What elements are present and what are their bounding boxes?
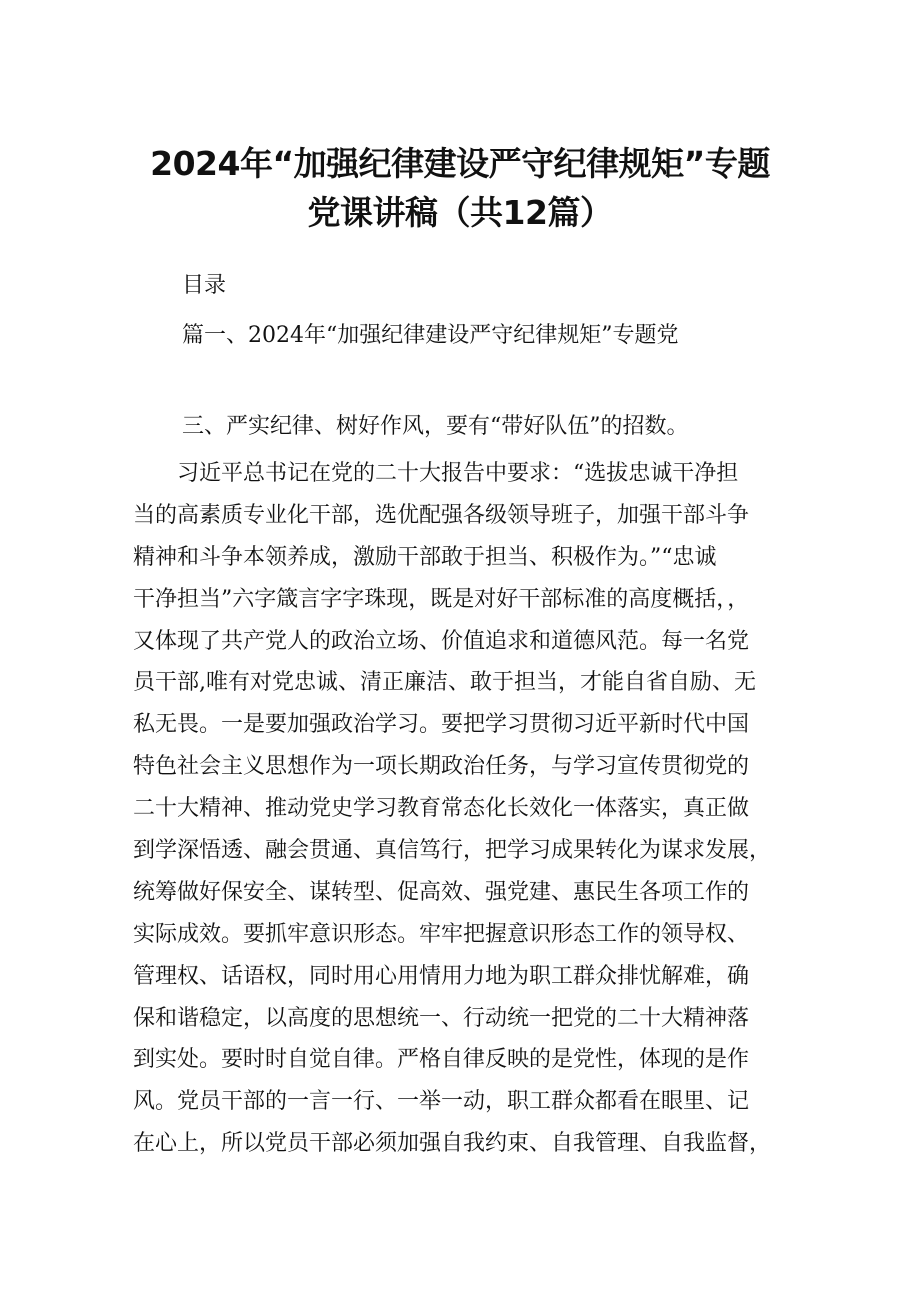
toc-heading: 目录 — [182, 273, 227, 298]
paragraph-line: 特色社会主义思想作为一项长期政治任务，与学习宣传贯彻党的 — [133, 754, 750, 780]
paragraph-line: 风。党员干部的一言一行、一举一动，职工群众都看在眼里、记 — [133, 1089, 750, 1115]
body-paragraph — [133, 453, 793, 1165]
paragraph-line: 到实处。要时时自觉自律。严格自律反映的是党性，体现的是作 — [133, 1047, 750, 1073]
document-title-line-1: 2024年“加强纪律建设严守纪律规矩”专题 — [150, 144, 770, 183]
paragraph-line: 在心上，所以党员干部必须加强自我约束、自我管理、自我监督， — [133, 1131, 772, 1157]
section-heading: 三、严实纪律、树好作风，要有“带好队伍”的招数。 — [182, 414, 689, 439]
paragraph-line: 统筹做好保安全、谋转型、促高效、强党建、惠民生各项工作的 — [133, 879, 750, 905]
paragraph-line: 二十大精神、推动党史学习教育常态化长效化一体落实，真正做 — [133, 796, 750, 822]
toc-item-1[interactable]: 篇一、2024年“加强纪律建设严守纪律规矩”专题党 — [182, 323, 679, 348]
paragraph-line: 员干部,唯有对党忠诚、清正廉洁、敢于担当，才能自省自励、无 — [133, 670, 756, 696]
paragraph-line: 干净担当”六字箴言字字珠现，既是对好干部标准的高度概括，， — [133, 586, 750, 612]
paragraph-line: 私无畏。一是要加强政治学习。要把学习贯彻习近平新时代中国 — [133, 712, 750, 738]
paragraph-line: 保和谐稳定，以高度的思想统一、行动统一把党的二十大精神落 — [133, 1005, 750, 1031]
paragraph-line: 到学深悟透、融会贯通、真信笃行，把学习成果转化为谋求发展， — [133, 838, 772, 864]
paragraph-line: 习近平总书记在党的二十大报告中要求：“选拔忠诚干净担 — [177, 461, 739, 486]
document-title-line-2: 党课讲稿（共12篇） — [307, 193, 613, 232]
paragraph-line: 又体现了共产党人的政治立场、价值追求和道德风范。每一名党 — [133, 628, 750, 654]
paragraph-line: 精神和斗争本领养成，激励干部敢于担当、积极作为。”“忠诚 — [133, 544, 717, 570]
paragraph-line: 当的高素质专业化干部，选优配强各级领导班子，加强干部斗争 — [133, 502, 750, 528]
paragraph-line: 实际成效。要抓牢意识形态。牢牢把握意识形态工作的领导权、 — [133, 921, 750, 947]
paragraph-line: 管理权、话语权，同时用心用情用力地为职工群众排忧解难，确 — [133, 963, 750, 989]
